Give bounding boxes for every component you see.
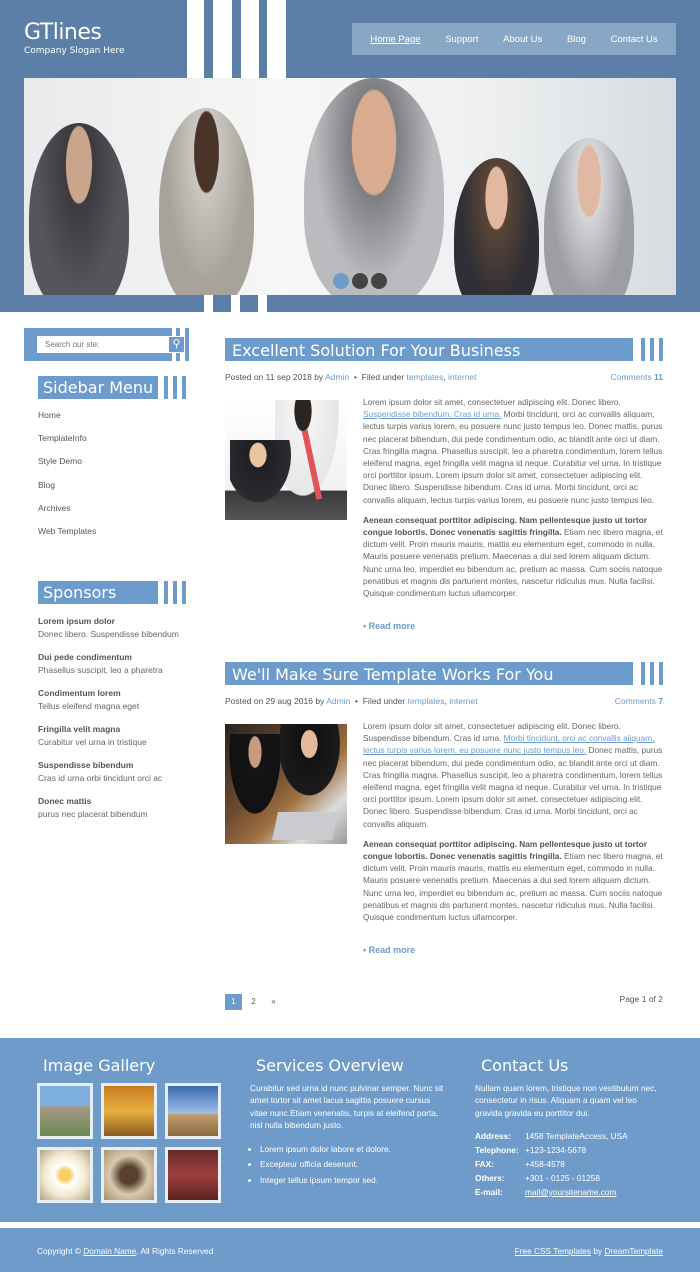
page-2[interactable]: 2 [251,997,256,1006]
sponsor-name: Fringilla velit magna [38,724,121,734]
comments-link[interactable] [615,696,663,706]
bottom-bar [0,1228,700,1272]
comments-count: 7 [658,696,663,706]
header-stripe [267,0,286,78]
dreamtemplate-link[interactable]: DreamTemplate [604,1246,663,1256]
decor-bars [164,581,186,604]
footer [0,1038,700,1222]
sidebar-item-home[interactable]: Home [38,410,61,420]
sponsor-desc: Cras id urna orbi tincidunt orci ac [38,773,163,783]
post-text: Morbi tincidunt, orci ac convallis aliquam, lectus turpis varius lorem, eu posuere nunc justo tempus leo. Donec mattis, purus nec placerat bibendum, dui pede condimentum odio, ac blandit ante orci ut diam. Cras fringilla magna. Phasellus suscipit, leo a pharetra condimentum, lorem tellus eleifend magna, eget fringilla velit magna id neque. Curabitur vel urna. In tristique orci porttitor ipsum. Lorem ipsum dolor sit amet, consectetuer adipiscing elit. Donec libero. Suspendisse bibendum. Cras id urna. Morbi tincidunt, orci ac convallis aliquam, lectus turpis varius lorem, eu posuere nunc justo tempus leo. [363,409,663,505]
hero-person [29,123,129,295]
services-text: Curabitur sed urna id nunc pulvinar semper. Nunc sit amet tortor sit amet lacus sagittis posuere cursus vitae nunc.Etiam venenatis, turpis at eleifend porta, nisl nulla bibendum justo. [250,1083,444,1130]
sidebar-item-archives[interactable]: Archives [38,502,71,513]
copyright-label: Copyright © [37,1246,81,1256]
search-button[interactable] [168,336,185,353]
post-text: Lorem ipsum dolor sit amet, consectetuer adipiscing elit. Donec libero. [363,397,621,407]
image-figure [230,440,300,515]
services-list [250,1143,445,1189]
credits [515,1246,663,1256]
image-figure [280,724,345,804]
services-item: • Excepteur officia deserunt. [260,1158,445,1170]
post-body [363,396,663,607]
post-text-bold: Aenean consequat porttitor adipiscing. Nam pellentesque justo ut tortor congue lobortis. Donec venenatis sagittis fringilla. [363,838,647,862]
author-link[interactable]: Admin [325,372,350,382]
post-text: Etiam nec libero magna, et dictum velit. Proin mauris mauris, mattis eu elementum eget, commodo in nulla. Mauris posuere venenatis pretium. Maecenas a dui sed lorem aliquam dictum. Nunc urna leo, imperdiet eu bibendum ac, pretium ac massa. Cum sociis natoque penatibus et magnis dis parturient montes, nascetur ridiculus mus. Nulla facilisi. Quisque condimentum luctus ullamcorper. [363,527,663,599]
comments-count: 11 [654,372,663,382]
decor-bars [641,662,663,685]
sponsor-name: Lorem ipsum dolor [38,616,115,626]
hero-person [159,108,254,295]
email-link[interactable]: mail@yoursitename.com [525,1186,617,1197]
sponsor-desc: purus nec placerat bibendum [38,809,148,819]
sponsors-list [38,616,188,832]
hero-person [304,78,444,295]
header-stripe [213,0,232,78]
services-item: • Integer tellus ipsum tempor sed. [260,1174,445,1186]
contact-label: Telephone: [475,1144,519,1155]
sponsor-desc: Tellus eleifend magna eget [38,701,140,711]
contact-value: 1458 TemplateAccess, USA [525,1130,628,1141]
sponsor-item[interactable] [38,652,188,675]
tag-link[interactable]: internet [449,696,478,706]
contact-value: +301 - 0125 - 01258 [525,1172,600,1183]
contact-label: Address: [475,1130,511,1141]
comments-label: Comments [614,696,656,706]
sidebar-item-templateinfo[interactable]: TemplateInfo [38,433,87,444]
sponsor-item[interactable] [38,796,188,819]
nav-blog[interactable]: Blog [566,33,586,45]
sponsor-item[interactable] [38,688,188,711]
rights-text: . All Rights Reserved [136,1246,214,1256]
post-image [225,724,347,844]
sponsor-name: Condimentum lorem [38,688,121,698]
sponsor-desc: Curabitur vel urna in tristique [38,737,147,747]
sidebar-menu [38,410,96,549]
search-input[interactable] [37,336,169,353]
sponsor-desc: Phasellus suscipit, leo a pharetra [38,665,163,675]
post-image [225,400,347,520]
inline-link[interactable]: Morbi tincidunt, orci ac convallis aliquam, lectus turpis varius lorem, eu posuere nunc justo tempus leo. [363,733,655,756]
main-nav [352,23,676,55]
header-stripe [231,295,240,312]
image-figure [225,734,285,824]
contact-text: Nullam quam lorem, tristique non vestibulum nec, consectetur in risus. Aliquam a quam vel leo gravida gravida eu porttitor dui. [475,1083,657,1118]
contact-label: Others: [475,1172,505,1183]
nav-support[interactable]: Support [445,33,479,45]
post-title[interactable]: Excellent Solution For Your Business [225,338,633,361]
services-title: Services Overview [256,1056,404,1075]
logo[interactable] [24,20,125,56]
search-icon: ⚲ [172,338,181,350]
by-label: by [314,372,324,382]
decor-bars [164,376,186,399]
post-text: Lorem ipsum dolor sit amet, consectetuer adipiscing elit. Donec libero. Suspendisse bibendum. Cras id urna. [363,721,621,744]
nav-home[interactable]: Home Page [370,33,421,45]
contact-title: Contact Us [481,1056,569,1075]
sidebar-item-blog[interactable]: Blog [38,479,56,490]
sidebar-item-web-templates[interactable]: Web Templates [38,525,97,536]
read-more-link[interactable]: • Read more [363,945,416,955]
header-stripe [241,0,259,78]
author-link[interactable]: Admin [326,696,351,706]
hero-person [454,158,539,295]
gallery-image[interactable] [165,1083,221,1139]
slider-dot-1[interactable] [333,273,349,289]
sponsor-item[interactable] [38,616,188,639]
slider-dot-3[interactable] [371,273,387,289]
sponsor-item[interactable] [38,724,188,747]
contact-details [475,1130,628,1200]
comments-link[interactable] [611,372,663,382]
page-next[interactable]: » [271,997,276,1006]
comments-label: Comments [610,372,652,382]
sponsor-name: Suspendisse bibendum [38,760,134,770]
post-meta: Posted on 29 aug 2016 by Admin • Filed under templates, internet Comments 7 [225,696,663,706]
sponsors-title: Sponsors [38,581,158,604]
services-item: • Lorem ipsum dolor labore et dolore. [260,1143,445,1155]
page-1[interactable]: 1 [225,994,242,1010]
inline-link[interactable]: Suspendisse bibendum. Cras id urna. [363,409,502,420]
nav-contact[interactable]: Contact Us [610,33,658,45]
by-label: by [315,696,325,706]
sponsor-name: Donec mattis [38,796,92,806]
header-stripe [204,295,213,312]
contact-value: +458-4578 [525,1158,565,1169]
sponsor-name: Dui pede condimentum [38,652,132,662]
sidebar-menu-title: Sidebar Menu [38,376,158,399]
header-stripe [258,295,267,312]
nav-about[interactable]: About Us [503,33,543,45]
posted-label: Posted on [225,696,264,706]
header-stripe [187,0,204,78]
hero-slider-image [24,78,676,295]
gallery-image[interactable] [37,1147,93,1203]
filed-label: Filed under [362,696,406,706]
gallery-image[interactable] [165,1147,221,1203]
domain-link[interactable]: Domain Name [83,1246,137,1256]
by-text: by [591,1246,605,1256]
gallery-image[interactable] [101,1083,157,1139]
post-meta: Posted on 11 sep 2018 by Admin • Filed under templates, internet Comments 11 [225,372,663,382]
sponsor-desc: Donec libero. Suspendisse bibendum [38,629,179,639]
contact-label: E-mail: [475,1186,503,1197]
gallery-image[interactable] [37,1083,93,1139]
post-body [363,720,663,931]
site-title: GTlines [24,20,102,45]
decor-bars [641,338,663,361]
post-date: 29 aug 2016 [265,696,313,706]
hero-person [544,138,634,295]
tag-link[interactable]: templates [406,372,444,382]
contact-value: +123-1234-5678 [525,1144,587,1155]
free-templates-link[interactable]: Free CSS Templates [514,1246,592,1256]
tag-link[interactable]: internet [448,372,477,382]
gallery-image[interactable] [101,1147,157,1203]
post-text-bold: Aenean consequat porttitor adipiscing. Nam pellentesque justo ut tortor congue lobortis. Donec venenatis sagittis fringilla. [363,514,647,538]
contact-label: FAX: [475,1158,494,1169]
read-more-link[interactable]: • Read more [363,621,416,631]
sponsor-item[interactable] [38,760,188,783]
sidebar-item-style-demo[interactable]: Style Demo [38,456,82,467]
slogan: Company Slogan Here [24,46,125,56]
image-figure [272,812,338,840]
post-title[interactable]: We'll Make Sure Template Works For You [225,662,633,685]
tag-link[interactable]: templates [407,696,445,706]
post-date: 11 sep 2018 [265,372,312,382]
post-text: Donec mattis, purus nec placerat bibendum, dui pede condimentum odio, ac blandit ante orci ut diam. Cras fringilla magna. Phasellus suscipit, leo a pharetra condimentum, lorem tellus eleifend magna, eget fringilla velit magna id neque. Curabitur vel urna. In tristique orci porttitor ipsum. Lorem ipsum dolor sit amet, consectetuer adipiscing elit. Donec libero. Suspendisse bibendum. Cras id urna. Morbi tincidunt, orci ac convallis aliquam. [363,745,663,829]
post-text: Etiam nec libero magna, et dictum velit. Proin mauris mauris, mattis eu elementum eget, commodo in nulla. Mauris posuere venenatis pretium. Maecenas a dui sed lorem aliquam dictum. Nunc urna leo, imperdiet eu bibendum ac, pretium ac massa. Cum sociis natoque penatibus et magnis dis parturient montes, nascetur ridiculus mus. Nulla facilisi. Quisque condimentum luctus ullamcorper. [363,851,663,923]
gallery-title: Image Gallery [43,1056,156,1075]
posted-label: Posted on [225,372,264,382]
filed-label: Filed under [361,372,405,382]
page-status: Page 1 of 2 [619,994,663,1004]
search-box [24,328,172,361]
slider-dot-2[interactable] [352,273,368,289]
copyright [37,1246,213,1256]
